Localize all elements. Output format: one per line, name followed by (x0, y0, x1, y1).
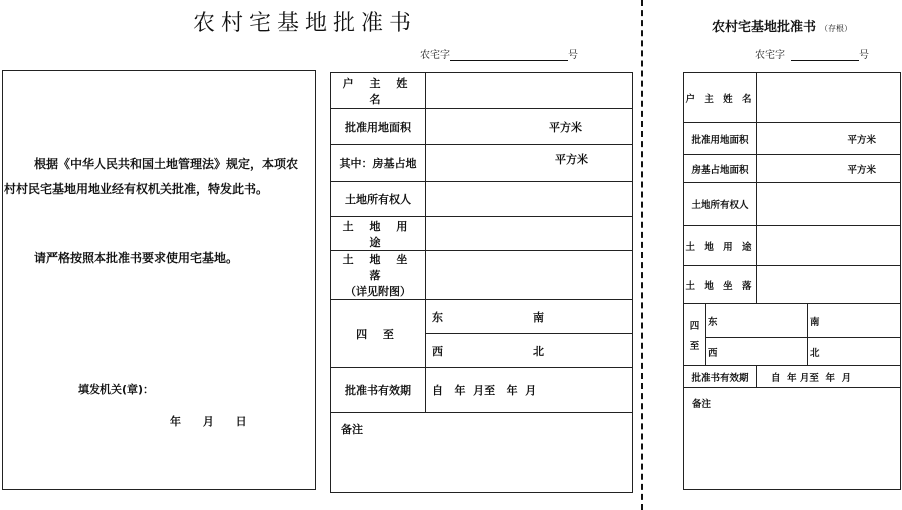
stub-remarks-field[interactable] (684, 388, 901, 490)
boundary-east-south[interactable] (426, 300, 633, 334)
body-paragraph-1: 根据《中华人民共和国土地管理法》规定，本项农村村民宅基地用地业经有权机关批准，特发此书。 (4, 157, 299, 196)
stub-title-text: 农村宅基地批准书 (712, 20, 817, 35)
stub-east-label: 东 (708, 316, 718, 328)
stub-west-field[interactable] (706, 338, 808, 366)
stub-land-owner-field[interactable] (757, 183, 901, 226)
land-owner-field[interactable] (426, 182, 633, 217)
stub-ref-blank[interactable] (791, 49, 859, 61)
house-area-label: 其中：房基占地 (331, 145, 426, 182)
land-use-field[interactable] (426, 217, 633, 251)
remarks-label: 备注 (341, 423, 363, 436)
stub-land-use-label: 土 地 用 途 (684, 226, 757, 266)
approved-area-field[interactable] (426, 109, 633, 145)
tear-off-divider (641, 0, 643, 510)
stub-ref-number (755, 46, 869, 61)
stub-validity-label: 批准书有效期 (684, 366, 757, 388)
stub-title (712, 16, 852, 35)
area-unit: 平方米 (549, 120, 582, 134)
certificate-form-table (330, 72, 633, 493)
stub-land-location-label: 土 地 坐 落 (684, 266, 757, 304)
stub-approved-area-field[interactable] (757, 123, 901, 155)
land-location-note: （详见附图） (345, 285, 411, 298)
land-location-label (331, 251, 426, 300)
stub-south-field[interactable] (808, 304, 901, 338)
validity-label: 批准书有效期 (331, 368, 426, 413)
approved-area-label: 批准用地面积 (331, 109, 426, 145)
owner-name-field[interactable] (426, 73, 633, 109)
house-area-unit: 平方米 (555, 153, 588, 166)
stub-house-area-label: 房基占地面积 (684, 155, 757, 183)
certificate-title: 农村宅基地批准书 (192, 11, 417, 36)
stub-subtitle: （存根） (820, 24, 853, 33)
land-use-label: 土 地 用 途 (331, 217, 426, 251)
issuer-label: 填发机关(章)： (78, 383, 155, 396)
stub-north-label: 北 (810, 347, 820, 359)
east-label: 东 (432, 310, 443, 324)
boundaries-label: 四 至 (331, 300, 426, 368)
certificate-ref-number (420, 46, 578, 61)
ref-prefix: 农宅字 (420, 50, 450, 61)
stub-ref-suffix: 号 (859, 50, 869, 61)
stub-form-table (683, 72, 901, 490)
stub-boundaries-label (684, 304, 706, 366)
stub-land-use-field[interactable] (757, 226, 901, 266)
remarks-field[interactable] (331, 413, 633, 493)
stub-ref-prefix: 农宅字 (755, 50, 785, 61)
stub-approved-area-label: 批准用地面积 (684, 123, 757, 155)
stub-area-unit: 平方米 (847, 134, 876, 146)
stub-north-field[interactable] (808, 338, 901, 366)
stub-owner-name-field[interactable] (757, 73, 901, 123)
house-area-field[interactable] (426, 145, 633, 182)
stub-east-field[interactable] (706, 304, 808, 338)
stub-house-area-field[interactable] (757, 155, 901, 183)
stub-validity-field[interactable]: 自 年 月至 年 月 (757, 366, 901, 388)
south-label: 南 (533, 310, 544, 324)
north-label: 北 (533, 344, 544, 358)
validity-field[interactable]: 自 年 月至 年 月 (426, 368, 633, 413)
land-owner-label: 土地所有权人 (331, 182, 426, 217)
certificate-text-panel (2, 70, 316, 490)
stub-land-location-field[interactable] (757, 266, 901, 304)
land-location-field[interactable] (426, 251, 633, 300)
boundary-west-north[interactable] (426, 334, 633, 368)
issue-date: 年 月 日 (170, 415, 247, 428)
stub-owner-name-label: 户 主 姓 名 (684, 73, 757, 123)
west-label: 西 (432, 344, 443, 358)
stub-boundaries-char-2: 至 (689, 340, 700, 352)
stub-west-label: 西 (708, 347, 718, 359)
ref-blank[interactable] (450, 49, 568, 61)
stub-south-label: 南 (810, 316, 820, 328)
stub-boundaries-char-1: 四 (689, 320, 700, 332)
land-location-title: 土 地 坐 落 (342, 253, 414, 282)
stub-house-area-unit: 平方米 (847, 164, 876, 176)
stub-remarks-label: 备注 (692, 399, 712, 410)
owner-name-label: 户 主 姓 名 (331, 73, 426, 109)
ref-suffix: 号 (568, 50, 578, 61)
stub-land-owner-label: 土地所有权人 (684, 183, 757, 226)
body-paragraph-2: 请严格按照本批准书要求使用宅基地。 (34, 251, 239, 265)
